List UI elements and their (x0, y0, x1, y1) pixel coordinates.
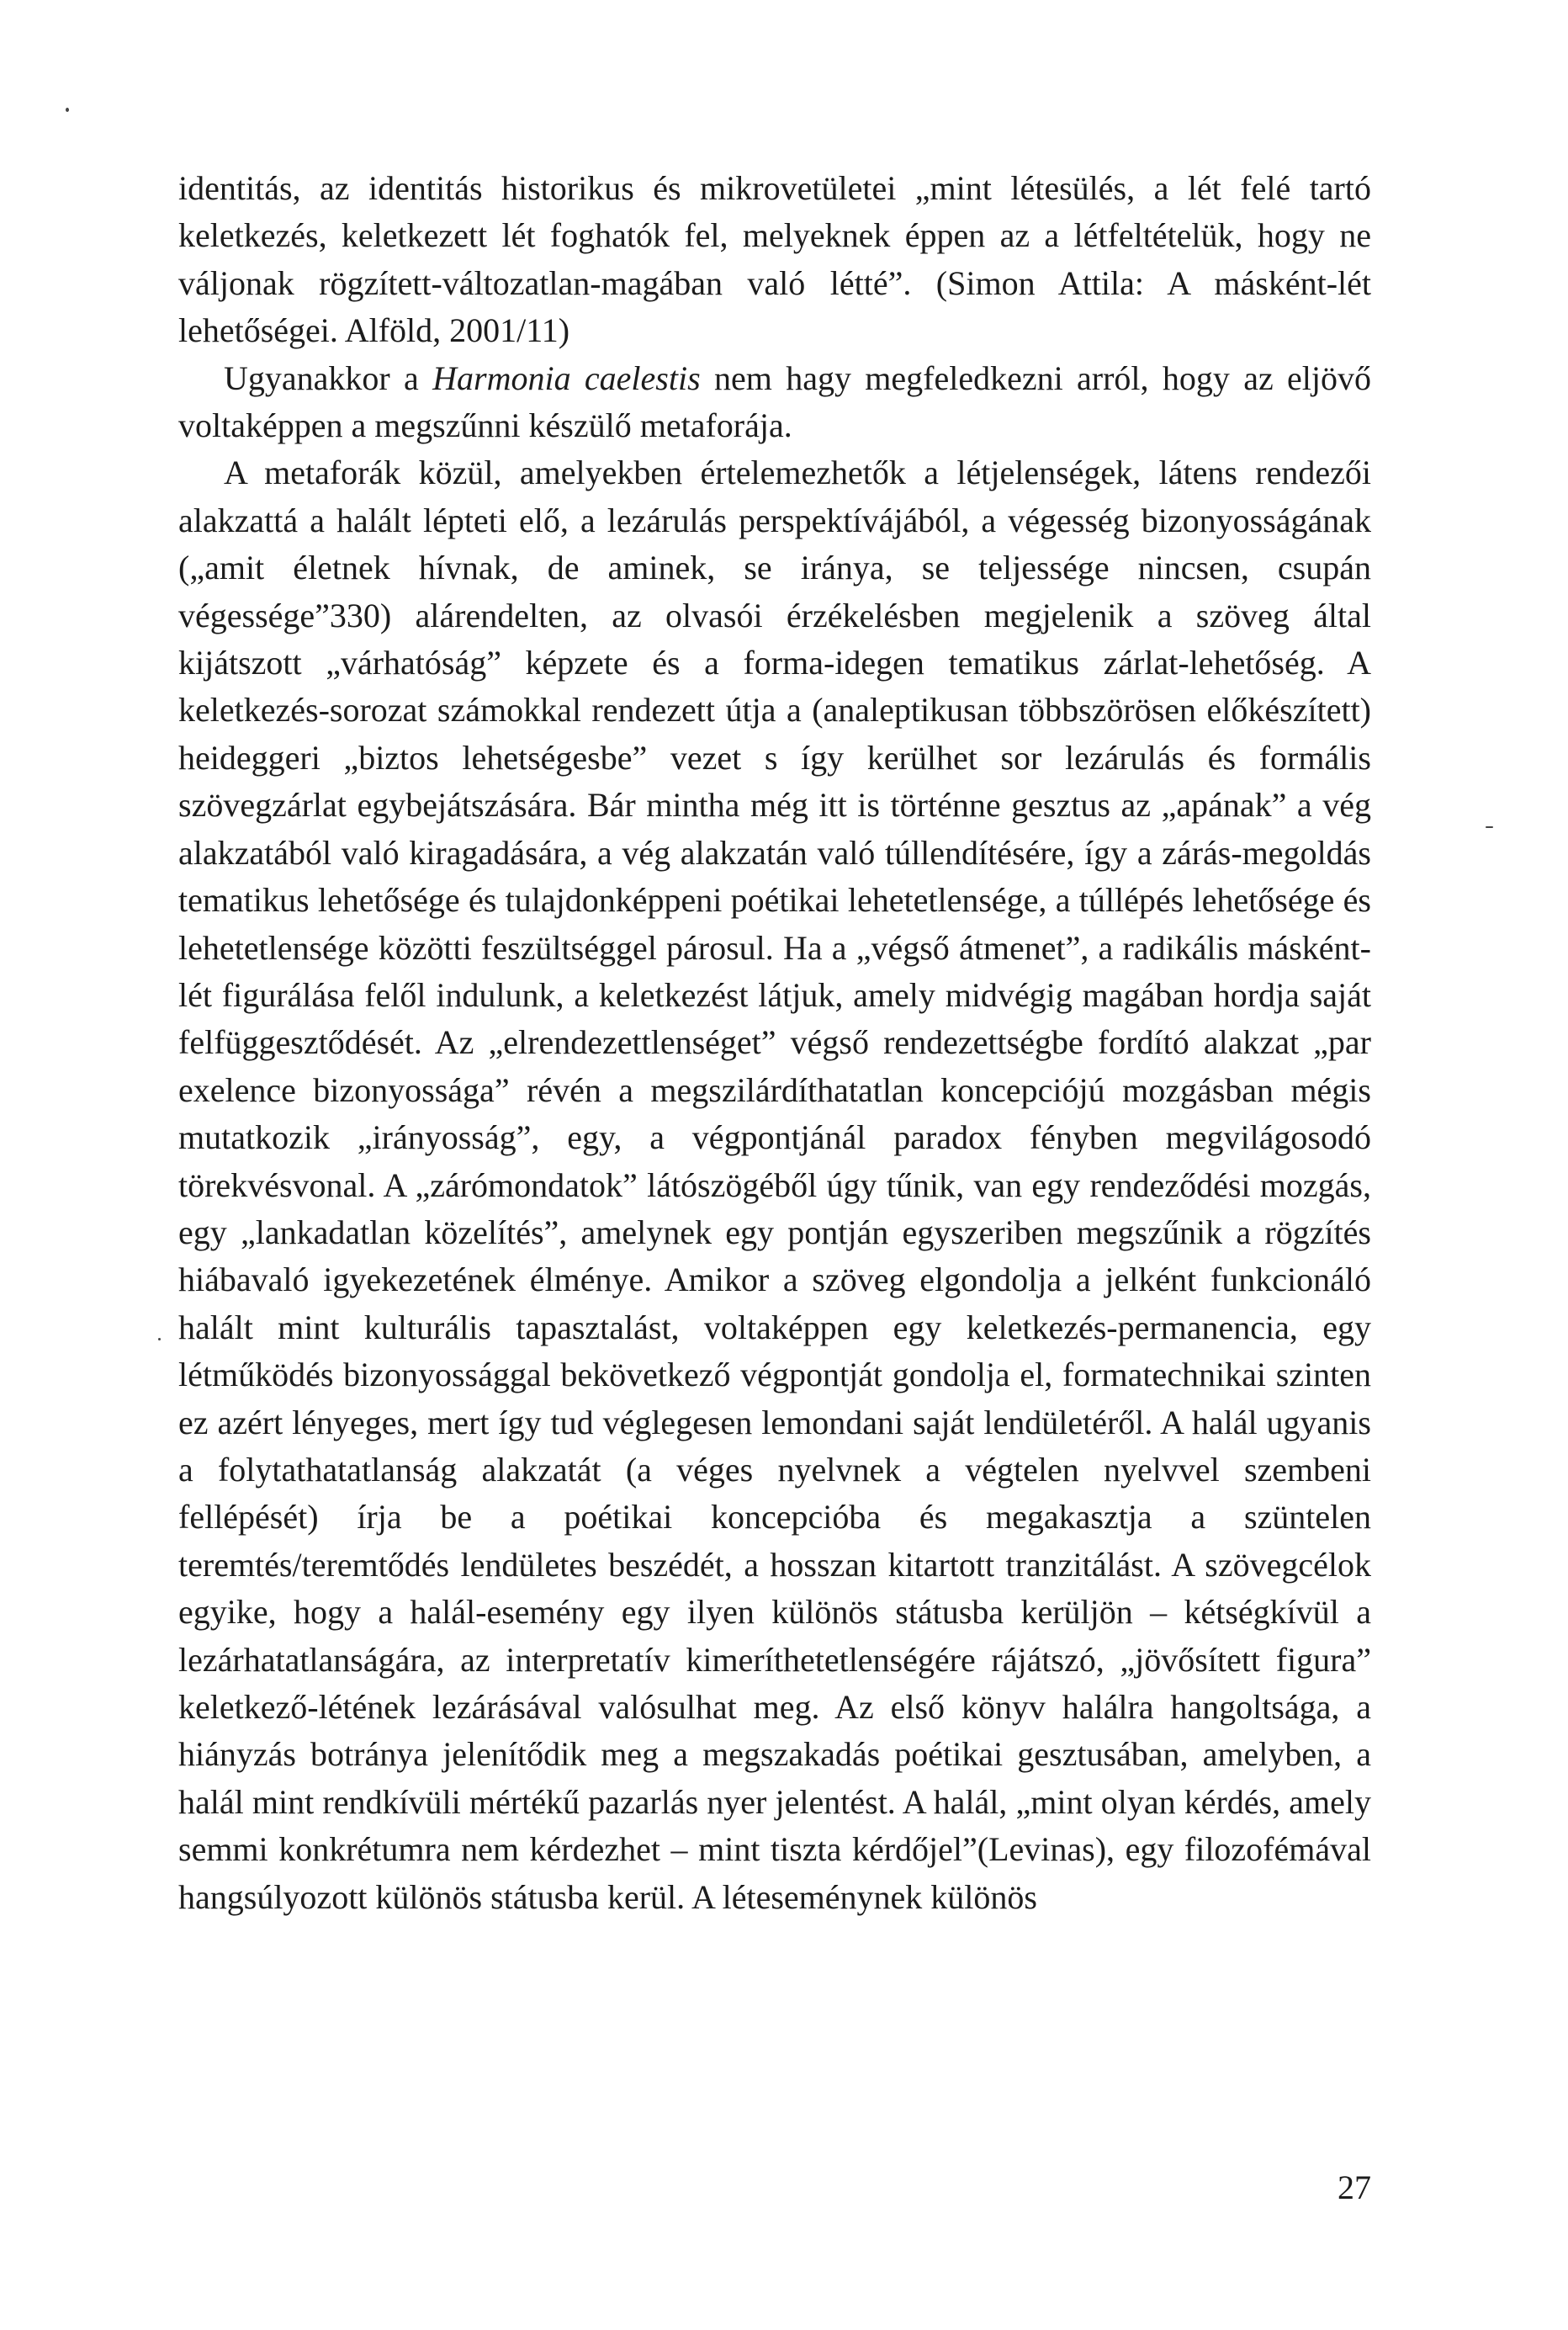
paragraph-1-text: identitás, az identitás historikus és mikrovetületei „mint létesülés, a lét felé tartó keletkezés, keletkezett lét foghatók fel, melyeknek éppen az a létfeltételük, hogy ne váljonak rögzített-változatlan-magában való létté”. (Simon Attila: A másként-lét lehetőségei. Alföld, 2001/11) (178, 169, 1371, 350)
paragraph-1 (178, 165, 1371, 355)
paragraph-2-text-end: nem hagy megfeledkezni arról, hogy az eljövő voltaképpen a megszűnni készülő metaforája. (178, 358, 1372, 445)
scan-speck (1486, 826, 1493, 828)
book-title-italic: Harmonia caelestis (432, 358, 701, 397)
paragraph-3 (178, 449, 1371, 1921)
page-number: 27 (1338, 2168, 1371, 2206)
paragraph-2-text-start: Ugyanakkor a (224, 358, 433, 397)
paragraph-2 (178, 355, 1371, 450)
body-text (178, 165, 1371, 1921)
scan-speck (66, 108, 69, 112)
scan-speck (158, 1338, 161, 1340)
paragraph-3-text: A metaforák közül, amelyekben értelemezhetők a létjelenségek, látens rendezői alakzattá a halált lépteti elő, a lezárulás perspektívájából, a végesség bizonyosságának („amit életnek hívnak, de aminek, se iránya, se teljessége nincsen, csupán végessége”330) alárendelten, az olvasói érzékelésben megjelenik a szöveg által kijátszott „várhatóság” képzete és a forma-idegen tematikus zárlat-lehetőség. A keletkezés-sorozat számokkal rendezett útja a (analeptikusan többszörösen előkészített) heideggeri „biztos lehetségesbe” vezet s így kerülhet sor lezárulás és formális szövegzárlat egybejátszására. Bár mintha még itt is történne gesztus az „apának” a vég alakzatából való kiragadására, a vég alakzatán való túllendítésére, így a zárás-megoldás tematikus lehetősége és tulajdonképpeni poétikai lehetetlensége, a túllépés lehetősége és lehetetlensége közötti feszültséggel párosul. Ha a „végső átmenet”, a radikális másként-lét figurálása felől indulunk, a keletkezést látjuk, amely midvégig magában hordja saját felfüggesztődését. Az „elrendezettlenséget” végső rendezettségbe fordító alakzat „par exelence bizonyossága” révén a megszilárdíthatatlan koncepciójú mozgásban mégis mutatkozik „irányosság”, egy, a végpontjánál paradox fényben megvilágosodó törekvésvonal. A „zárómondatok” látószögéből úgy tűnik, van egy rendeződési mozgás, egy „lankadatlan közelítés”, amelynek egy pontján egyszeriben megszűnik a rögzítés hiábavaló igyekezetének élménye. Amikor a szöveg elgondolja a jelként funkcionáló halált mint kulturális tapasztalást, voltaképpen egy keletkezés-permanencia, egy létműködés bizonyossággal bekövetkező végpontját gondolja el, formatechnikai szinten ez azért lényeges, mert így tud véglegesen lemondani saját lendületéről. A halál ugyanis a folytathatatlanság alakzatát (a véges nyelvnek a végtelen nyelvvel szembeni fellépését) írja be a poétikai koncepcióba és megakasztja a szüntelen teremtés/teremtődés lendületes beszédét, a hosszan kitartott tranzitálást. A szövegcélok egyike, hogy a halál-esemény egy ilyen különös státusba kerüljön – kétségkívül a lezárhatatlanságára, az interpretatív kimeríthetetlenségére rájátszó, „jövősített figura” keletkező-létének lezárásával valósulhat meg. Az első könyv halálra hangoltsága, a hiányzás botránya jelenítődik meg a megszakadás poétikai gesztusában, amelyben, a halál mint rendkívüli mértékű pazarlás nyer jelentést. A halál, „mint olyan kérdés, amely semmi konkrétumra nem kérdezhet – mint tiszta kérdőjel”(Levinas), egy filozofémával hangsúlyozott különös státusba kerül. A léteseménynek különös (178, 454, 1371, 1916)
